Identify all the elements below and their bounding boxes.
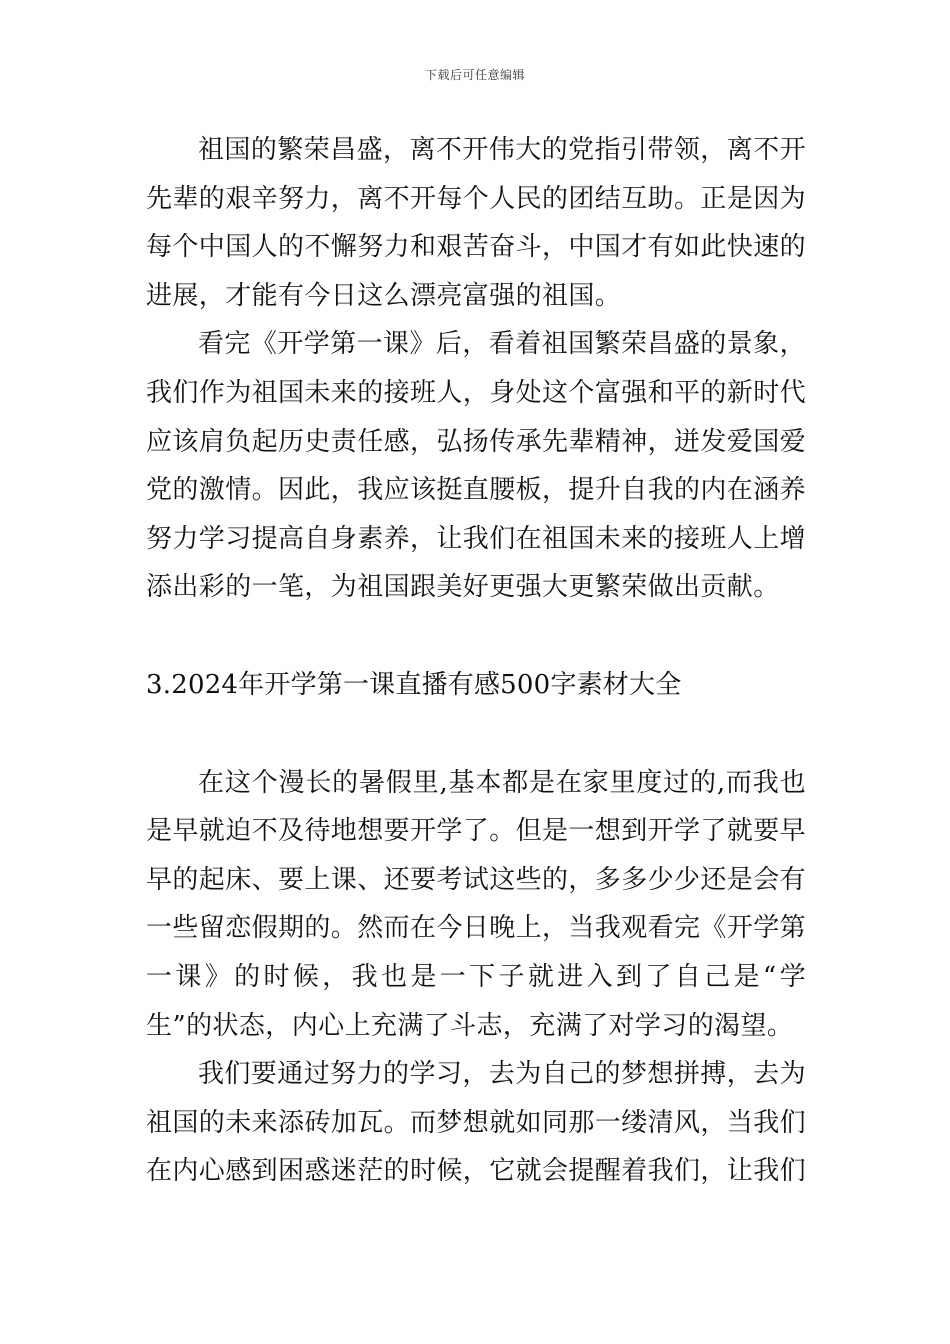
- document-body: [146, 126, 806, 1196]
- page-header-note: 下载后可任意编辑: [424, 68, 525, 82]
- section-heading: 3.2024年开学第一课直播有感500字素材大全: [146, 669, 682, 700]
- paragraph: 看完《开学第一课》后，看着祖国繁荣昌盛的景象，我们作为祖国未来的接班人，身处这个富强和平的新时代应该肩负起历史责任感，弘扬传承先辈精神，迸发爱国爱党的激情。因此，我应该挺直腰板，提升自我的内在涵养努力学习提高自身素养，让我们在祖国未来的接班人上增添出彩的一笔，为祖国跟美好更强大更繁荣做出贡献。: [146, 329, 807, 603]
- spacer: [146, 612, 806, 661]
- paragraph: 祖国的繁荣昌盛，离不开伟大的党指引带领，离不开先辈的艰辛努力，离不开每个人民的团结互助。正是因为每个中国人的不懈努力和艰苦奋斗，中国才有如此快速的进展，才能有今日这么漂亮富强的祖国。: [146, 135, 807, 311]
- paragraph: 我们要通过努力的学习，去为自己的梦想拼搏，去为祖国的未来添砖加瓦。而梦想就如同那一缕清风，当我们在内心感到困惑迷茫的时候，它就会提醒着我们，让我们: [146, 1059, 807, 1187]
- spacer: [146, 710, 806, 759]
- paragraph: 在这个漫长的暑假里,基本都是在家里度过的,而我也是早就迫不及待地想要开学了。但是一想到开学了就要早早的起床、要上课、还要考试这些的，多多少少还是会有一些留恋假期的。然而在今日晚上，当我观看完《开学第一课》的时候，我也是一下子就进入到了自己是“学生”的状态，内心上充满了斗志，充满了对学习的渴望。: [146, 767, 807, 1041]
